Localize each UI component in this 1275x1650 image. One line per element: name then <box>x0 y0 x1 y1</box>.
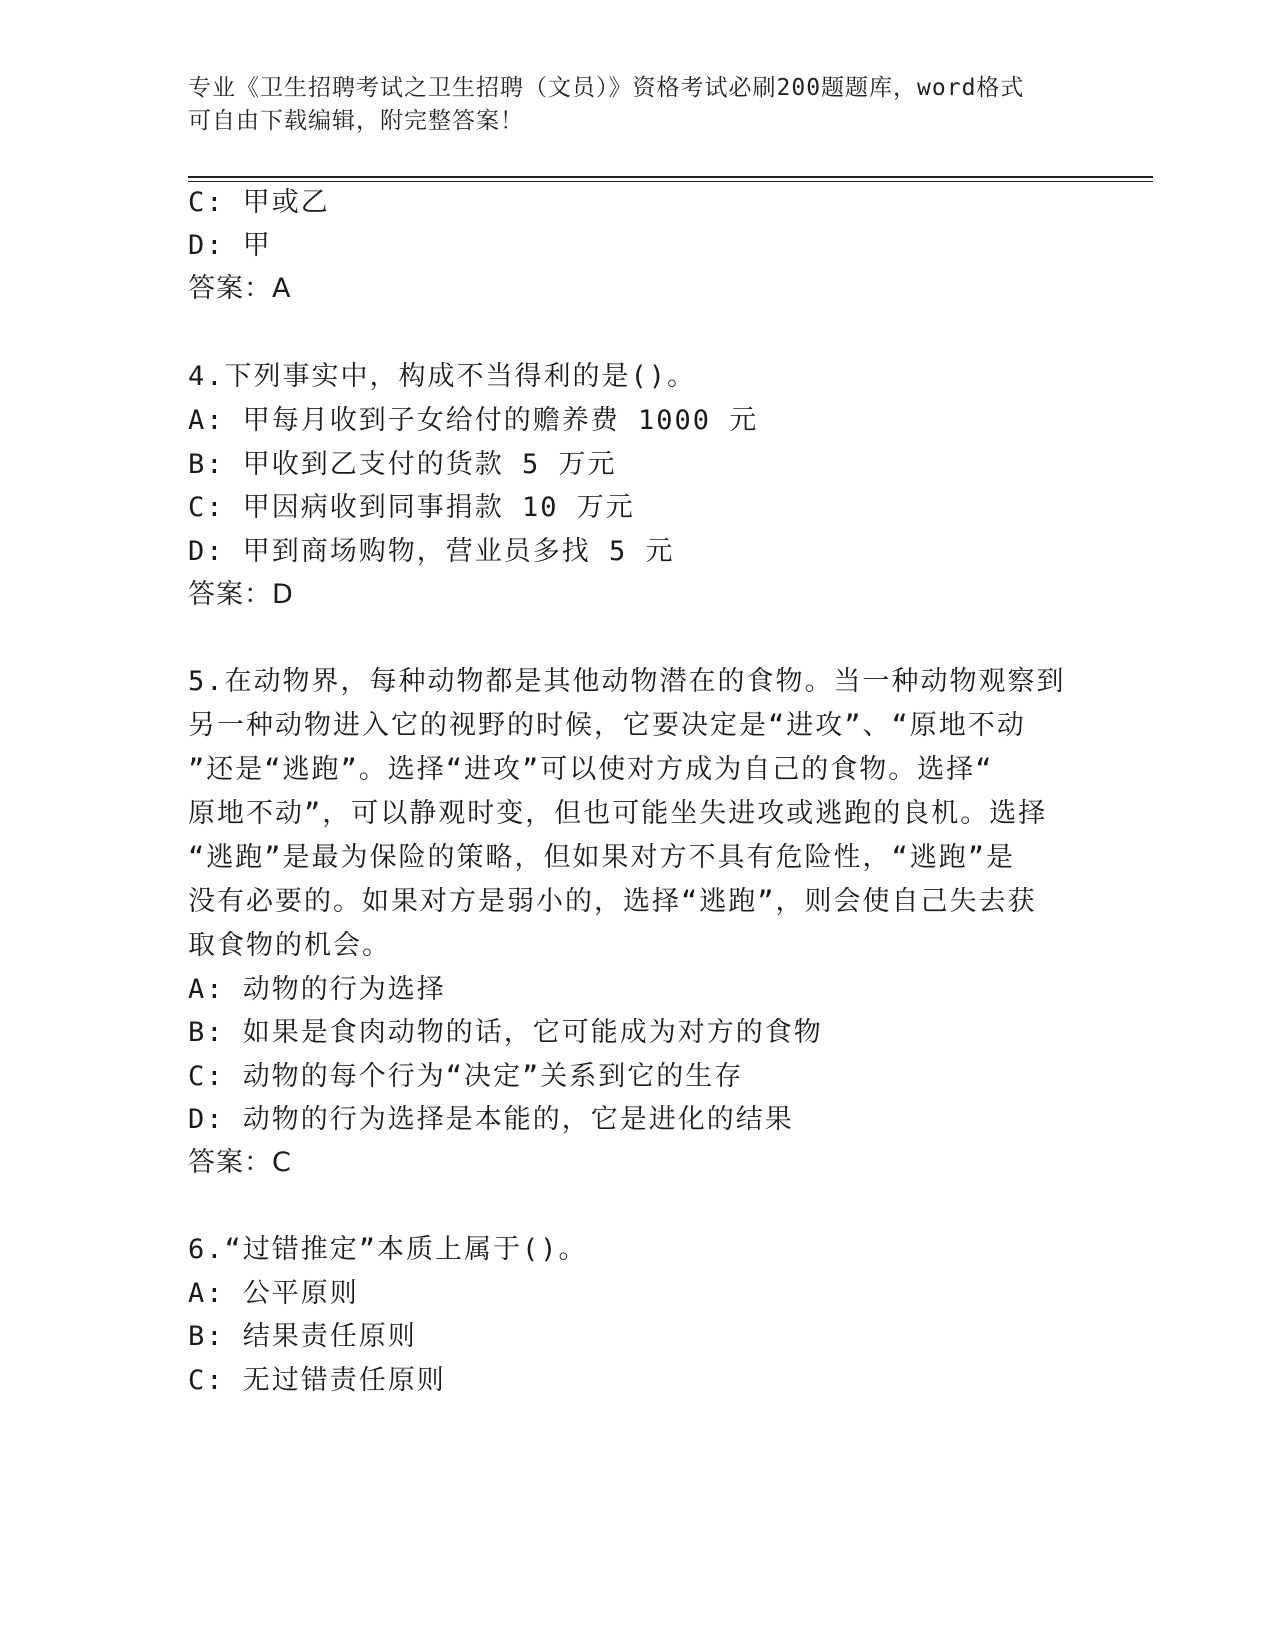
q5-stem-line-5: “逃跑”是最为保险的策略，但如果对方不具有危险性，“逃跑”是 <box>188 842 1016 873</box>
header-title-line-1: 专业《卫生招聘考试之卫生招聘（文员）》资格考试必刷200题题库，word格式 <box>188 75 1025 101</box>
header-rule-thin <box>188 181 1153 182</box>
q5-option-a: A: 动物的行为选择 <box>188 974 446 1005</box>
q5-stem-line-3: ”还是“逃跑”。选择“进攻”可以使对方成为自己的食物。选择“ <box>188 754 994 785</box>
q5-stem-line-7: 取食物的机会。 <box>188 930 391 961</box>
q6-option-a: A: 公平原则 <box>188 1278 359 1309</box>
q4-answer: 答案：D <box>188 579 294 610</box>
q4-option-c: C: 甲因病收到同事捐款 10 万元 <box>188 492 635 523</box>
q3-answer: 答案：A <box>188 273 292 304</box>
q6-option-c: C: 无过错责任原则 <box>188 1365 446 1396</box>
q5-stem-line-6: 没有必要的。如果对方是弱小的，选择“逃跑”，则会使自己失去获 <box>188 886 1037 917</box>
q5-stem-line-1: 5.在动物界，每种动物都是其他动物潜在的食物。当一种动物观察到 <box>188 666 1066 697</box>
q4-option-b: B: 甲收到乙支付的货款 5 万元 <box>188 449 617 480</box>
q6-stem: 6.“过错推定”本质上属于()。 <box>188 1234 588 1265</box>
document-header <box>188 72 1088 138</box>
q5-stem-line-4: 原地不动”，可以静观时变，但也可能坐失进攻或逃跑的良机。选择 <box>188 798 1048 829</box>
q5-stem-line-2: 另一种动物进入它的视野的时候，它要决定是“进攻”、“原地不动 <box>188 710 1026 741</box>
q4-stem: 4.下列事实中，构成不当得利的是()。 <box>188 361 697 392</box>
q5-answer: 答案：C <box>188 1147 292 1178</box>
q4-option-d: D: 甲到商场购物，营业员多找 5 元 <box>188 536 675 567</box>
q5-option-b: B: 如果是食肉动物的话，它可能成为对方的食物 <box>188 1017 823 1048</box>
header-title-line-2: 可自由下载编辑，附完整答案！ <box>188 108 524 134</box>
q6-option-b: B: 结果责任原则 <box>188 1321 417 1352</box>
q3-option-c: C: 甲或乙 <box>188 187 330 218</box>
q5-option-c: C: 动物的每个行为“决定”关系到它的生存 <box>188 1061 744 1092</box>
q4-option-a: A: 甲每月收到子女给付的赡养费 1000 元 <box>188 405 759 436</box>
header-rule-thick <box>188 176 1153 178</box>
q3-option-d: D: 甲 <box>188 230 272 261</box>
q5-option-d: D: 动物的行为选择是本能的，它是进化的结果 <box>188 1104 794 1135</box>
